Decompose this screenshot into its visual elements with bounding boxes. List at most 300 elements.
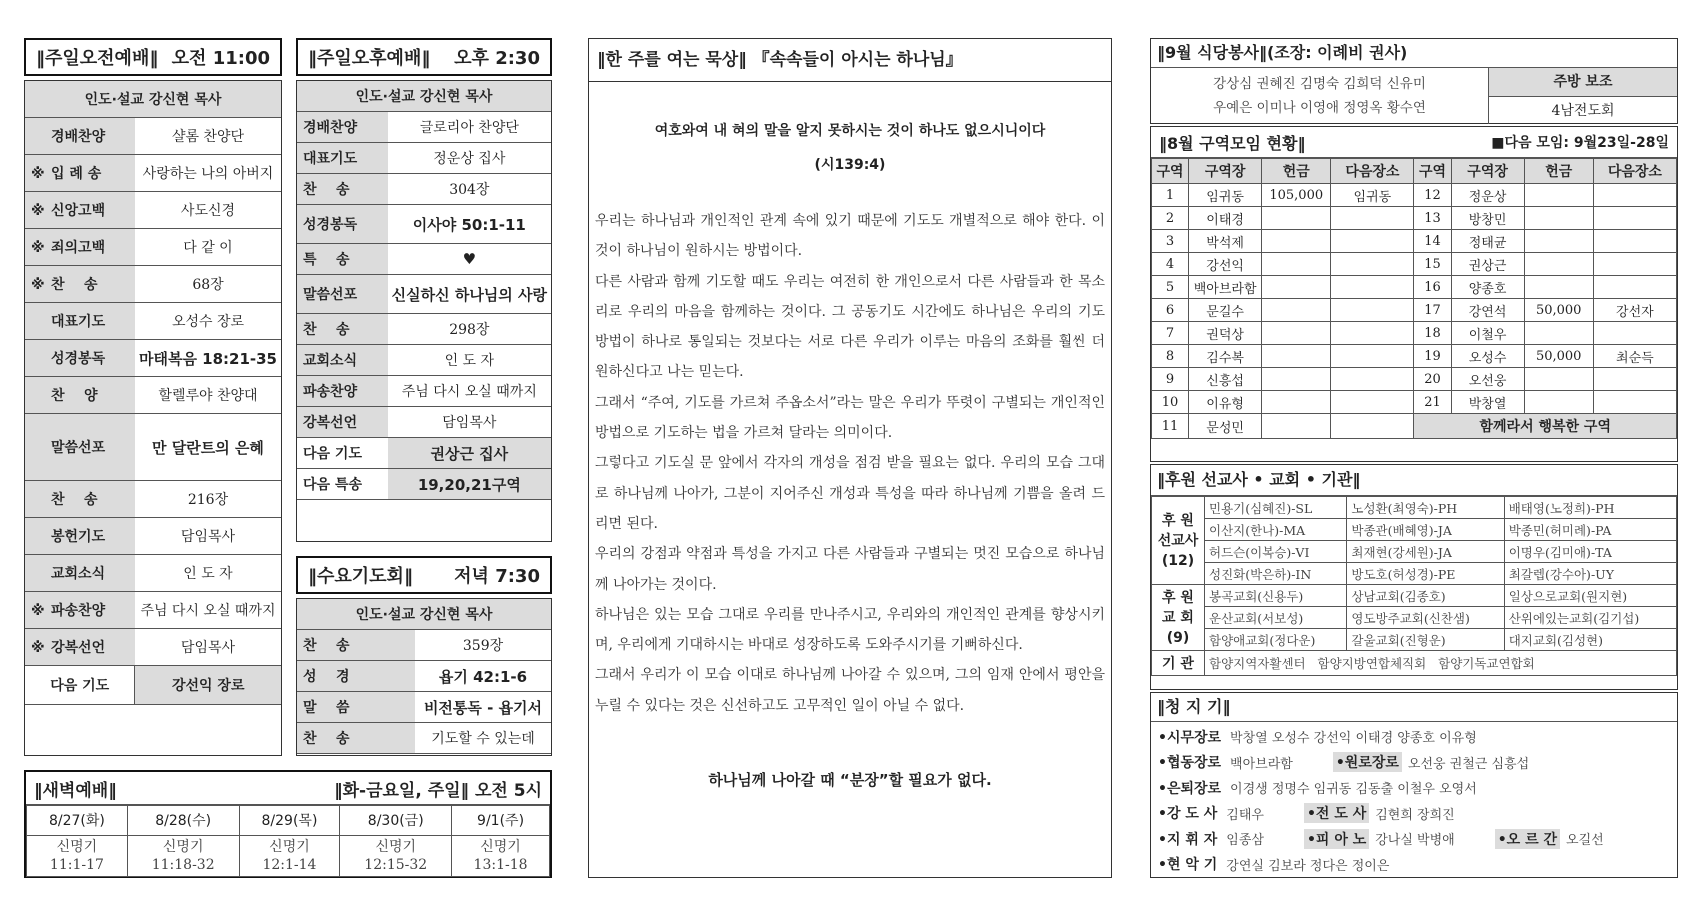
- dawn-ref: 11:18-32: [151, 856, 215, 873]
- stewards-names: 오선웅 권철근 심흥섭: [1407, 756, 1530, 772]
- afternoon-value: 정운상 집사: [388, 143, 551, 174]
- dawn-date: 8/30(금): [340, 806, 452, 836]
- wednesday-service-title: ‖수요기도회‖: [308, 566, 413, 587]
- stewards-row: [1155, 801, 1673, 827]
- kitchen-service: [1150, 38, 1678, 124]
- morning-value: 사도신경: [135, 192, 281, 229]
- group-cell-leader: 임귀동: [1189, 184, 1262, 207]
- wednesday-label-text: 찬 송: [303, 731, 350, 747]
- stewards-role: •시무장로: [1158, 729, 1222, 746]
- morning-next-label: 다음 기도: [25, 666, 135, 705]
- group-cell-amount: 50,000: [1524, 299, 1593, 322]
- meditation-paragraph: 우리의 강점과 약점과 특성을 가지고 다른 사람들과 구별되는 멋진 모습으로 하나님께 나아가는 것이다.: [595, 546, 1105, 593]
- afternoon-row: [297, 143, 551, 174]
- afternoon-label-text: 찬 송: [303, 182, 350, 198]
- group-cell-place: [1331, 299, 1414, 322]
- group-row: [1152, 414, 1677, 439]
- morning-row: [25, 377, 281, 414]
- afternoon-label-text: 교회소식: [303, 353, 358, 369]
- missions-row: [1152, 585, 1677, 607]
- group-cell-n: 3: [1152, 230, 1189, 253]
- afternoon-service-table: [296, 80, 552, 542]
- morning-label-text: 신앙고백: [51, 203, 106, 219]
- group-cell-n: 15: [1414, 253, 1451, 276]
- dawn-date: 8/27(화): [27, 806, 128, 836]
- dawn-ref: 12:1-14: [262, 856, 317, 873]
- afternoon-preacher: 인도·설교 강신현 목사: [297, 81, 551, 112]
- group-cell-leader: 권덕상: [1189, 322, 1262, 345]
- morning-row: [25, 518, 281, 555]
- missions-row: [1152, 629, 1677, 651]
- group-cell-place: [1593, 230, 1676, 253]
- morning-row: [25, 481, 281, 518]
- group-cell-place: [1331, 345, 1414, 368]
- group-cell-place: [1593, 391, 1676, 414]
- stewards-row: [1155, 724, 1673, 750]
- group-cell-n: 19: [1414, 345, 1451, 368]
- morning-label: [25, 555, 135, 592]
- group-row: [1152, 230, 1677, 253]
- dawn-reading: [127, 835, 239, 876]
- group-cell-place: [1331, 253, 1414, 276]
- afternoon-value: 304장: [388, 174, 551, 205]
- stewards-names: 백아브라함: [1230, 756, 1293, 772]
- group-row: [1152, 345, 1677, 368]
- wednesday-service-time: 저녁 7:30: [454, 566, 540, 587]
- stewards-role: •오 르 간: [1495, 829, 1560, 849]
- meditation-panel: [588, 38, 1112, 878]
- group-cell-amount: [1262, 345, 1331, 368]
- stewards-role: •원로장로: [1333, 752, 1402, 772]
- afternoon-row: [297, 112, 551, 143]
- afternoon-label-text: 찬 송: [303, 322, 350, 338]
- wednesday-row: [297, 723, 551, 754]
- afternoon-next-value: 권상근 집사: [388, 438, 551, 469]
- afternoon-label-text: 특 송: [303, 252, 350, 268]
- meditation-verse: 여호와여 내 혀의 말을 알지 못하시는 것이 하나도 없으시니이다: [654, 123, 1046, 139]
- wednesday-label: [297, 692, 415, 723]
- missions-entry: 이명우(김미애)-TA: [1504, 541, 1676, 563]
- group-cell-leader: 강연석: [1451, 299, 1524, 322]
- group-cell-place: [1593, 368, 1676, 391]
- stewards-names: 강연실 김보라 정다은 정이은: [1226, 858, 1390, 874]
- morning-label: [25, 118, 135, 155]
- missions-org-row: [1152, 651, 1677, 676]
- morning-mark: ※: [31, 240, 45, 256]
- morning-mark: ※: [31, 203, 45, 219]
- morning-row: [25, 229, 281, 266]
- group-cell-amount: [1524, 207, 1593, 230]
- group-cell-leader: 이철우: [1451, 322, 1524, 345]
- missions-entry: 성진화(박은하)-IN: [1205, 563, 1347, 585]
- dawn-date: 9/1(주): [452, 806, 550, 836]
- morning-mark: ※: [31, 166, 45, 182]
- kitchen-assist-label: 주방 보조: [1489, 68, 1677, 97]
- stewards-names: 임종삼: [1226, 833, 1264, 849]
- morning-row: [25, 155, 281, 192]
- group-header: 다음장소: [1331, 159, 1414, 184]
- afternoon-label: [297, 345, 388, 376]
- meditation-title: ‖한 주를 여는 묵상‖ 『속속들이 아시는 하나님』: [589, 39, 1111, 82]
- group-cell-place: 최순득: [1593, 345, 1676, 368]
- morning-label: [25, 192, 135, 229]
- afternoon-row: [297, 205, 551, 244]
- group-cell-leader: 박석제: [1189, 230, 1262, 253]
- missions-group-label-line: 후 원: [1162, 589, 1194, 606]
- morning-label: [25, 414, 135, 481]
- group-cell-place: 임귀동: [1331, 184, 1414, 207]
- wednesday-service-header: [296, 556, 552, 594]
- group-header: 구역: [1152, 159, 1189, 184]
- group-cell-leader: 강선익: [1189, 253, 1262, 276]
- morning-label-text: 교회소식: [51, 566, 106, 582]
- group-cell-amount: [1262, 368, 1331, 391]
- group-cell-n: 10: [1152, 391, 1189, 414]
- group-row: [1152, 322, 1677, 345]
- afternoon-value: 이사야 50:1-11: [388, 205, 551, 244]
- morning-service-table: [24, 80, 282, 756]
- afternoon-label: [297, 143, 388, 174]
- group-cell-n: 13: [1414, 207, 1451, 230]
- morning-value: 사랑하는 나의 아버지: [135, 155, 281, 192]
- group-row: [1152, 276, 1677, 299]
- group-footer: 함께라서 행복한 구역: [1414, 414, 1677, 439]
- missions-title: ‖후원 선교사 • 교회 • 기관‖: [1151, 465, 1677, 496]
- morning-value: 할렐루야 찬양대: [135, 377, 281, 414]
- afternoon-row: [297, 314, 551, 345]
- group-cell-amount: [1524, 230, 1593, 253]
- afternoon-label-text: 경배찬양: [303, 120, 358, 136]
- morning-value: 216장: [135, 481, 281, 518]
- stewards-names: 김현희 장희진: [1375, 807, 1455, 823]
- dawn-reading: [27, 835, 128, 876]
- wednesday-row: [297, 630, 551, 661]
- missions-entry: 일상으로교회(원지현): [1504, 585, 1676, 607]
- wednesday-value: 359장: [415, 630, 551, 661]
- dawn-readings: [27, 835, 550, 876]
- afternoon-row: [297, 275, 551, 314]
- group-cell-amount: [1262, 414, 1331, 439]
- morning-label-text: 경배찬양: [51, 129, 106, 145]
- morning-mark: ※: [31, 640, 45, 656]
- group-cell-n: 4: [1152, 253, 1189, 276]
- morning-label-text: 강복선언: [51, 640, 106, 656]
- missions-row: [1152, 607, 1677, 629]
- afternoon-label: [297, 174, 388, 205]
- missions-entry: 대지교회(김성현): [1504, 629, 1676, 651]
- afternoon-row: [297, 407, 551, 438]
- dawn-reading: [452, 835, 550, 876]
- morning-row: [25, 555, 281, 592]
- missions-orgs: 함양지역자활센터 함양지방연합체직회 함양기독교연합회: [1205, 651, 1677, 676]
- wednesday-label: [297, 723, 415, 754]
- group-cell-n: 20: [1414, 368, 1451, 391]
- missions-entry: 갈울교회(진형운): [1347, 629, 1504, 651]
- group-cell-n: 1: [1152, 184, 1189, 207]
- kitchen-title: ‖9월 식당봉사‖(조장: 이례비 권사): [1151, 39, 1677, 68]
- kitchen-line-2: 우예은 이미나 이영애 정영옥 황수연: [1213, 100, 1426, 116]
- dawn-date: 8/29(목): [239, 806, 340, 836]
- wednesday-label-text: 성 경: [303, 669, 350, 685]
- group-cell-leader: 이유형: [1189, 391, 1262, 414]
- meditation-verse-ref: (시139:4): [814, 157, 886, 173]
- morning-value: 마태복음 18:21-35: [135, 340, 281, 377]
- group-header: 구역장: [1189, 159, 1262, 184]
- stewards-panel: [1150, 692, 1678, 878]
- wednesday-label: [297, 630, 415, 661]
- missions-entry: 최갈렙(강수아)-UY: [1504, 563, 1676, 585]
- group-cell-leader: 신흥섭: [1189, 368, 1262, 391]
- group-cell-place: [1593, 276, 1676, 299]
- morning-label: [25, 481, 135, 518]
- morning-row: [25, 340, 281, 377]
- morning-label-text: 성경봉독: [51, 351, 106, 367]
- afternoon-value: 주님 다시 오실 때까지: [388, 376, 551, 407]
- morning-row: [25, 592, 281, 629]
- afternoon-value: 신실하신 하나님의 사랑: [388, 275, 551, 314]
- missions-entry: 이산지(한나)-MA: [1205, 519, 1347, 541]
- morning-row: [25, 118, 281, 155]
- afternoon-label: [297, 407, 388, 438]
- group-row: [1152, 184, 1677, 207]
- stewards-row: [1155, 826, 1673, 852]
- group-cell-amount: [1524, 184, 1593, 207]
- dawn-reading: [340, 835, 452, 876]
- group-cell-n: 12: [1414, 184, 1451, 207]
- wednesday-value: 비전통독 - 욥기서: [415, 692, 551, 723]
- meditation-paragraph: 그렇다고 기도실 문 앞에서 각자의 개성을 점검 받을 필요는 없다. 우리의 모습 그대로 하나님께 나아가, 그분이 지어주신 개성과 특성을 따라 하나님께 기쁨을 올려 드리면 된다.: [595, 455, 1105, 532]
- missions-group-label-line: 교 회: [1162, 609, 1194, 626]
- group-cell-place: [1331, 230, 1414, 253]
- morning-value: 샬롬 찬양단: [135, 118, 281, 155]
- dawn-book: 신명기: [269, 838, 310, 855]
- group-cell-place: [1331, 368, 1414, 391]
- missions-entry: 노성환(최영숙)-PH: [1347, 497, 1504, 519]
- missions-panel: [1150, 464, 1678, 690]
- group-cell-amount: [1262, 276, 1331, 299]
- group-cell-place: [1593, 253, 1676, 276]
- group-cell-n: 6: [1152, 299, 1189, 322]
- afternoon-label: [297, 275, 388, 314]
- missions-group-label-line: 후 원: [1162, 512, 1194, 529]
- missions-entry: 산위에있는교회(김기섭): [1504, 607, 1676, 629]
- group-cell-n: 8: [1152, 345, 1189, 368]
- stewards-role: •전 도 사: [1304, 803, 1369, 823]
- kitchen-assist-value: 4남전도회: [1551, 103, 1615, 119]
- meditation-paragraph: 우리는 하나님과 개인적인 관계 속에 있기 때문에 기도도 개별적으로 해야 한다. 이것이 하나님이 원하시는 방법이다.: [595, 213, 1105, 260]
- wednesday-label-text: 말 씀: [303, 700, 350, 716]
- morning-value: 오성수 장로: [135, 303, 281, 340]
- missions-row: [1152, 497, 1677, 519]
- missions-entry: 배태영(노정희)-PH: [1504, 497, 1676, 519]
- afternoon-service-time: 오후 2:30: [454, 48, 540, 69]
- group-cell-n: 16: [1414, 276, 1451, 299]
- wednesday-row: [297, 692, 551, 723]
- missions-row: [1152, 563, 1677, 585]
- missions-entry: 허드슨(이복승)-VI: [1205, 541, 1347, 563]
- morning-value: 주님 다시 오실 때까지: [135, 592, 281, 629]
- group-cell-amount: [1262, 207, 1331, 230]
- group-cell-leader: 김수복: [1189, 345, 1262, 368]
- morning-label-text: 입 례 송: [51, 166, 102, 182]
- group-cell-leader: 문성민: [1189, 414, 1262, 439]
- afternoon-label: [297, 205, 388, 244]
- missions-entry: 봉곡교회(신용두): [1205, 585, 1347, 607]
- missions-entry: 최재현(강세원)-JA: [1347, 541, 1504, 563]
- morning-service-time: 오전 11:00: [171, 48, 270, 69]
- afternoon-value: 글로리아 찬양단: [388, 112, 551, 143]
- morning-value: 다 같 이: [135, 229, 281, 266]
- group-cell-amount: [1262, 230, 1331, 253]
- stewards-names: 김태우: [1226, 807, 1264, 823]
- morning-preacher: 인도·설교 강신현 목사: [25, 81, 281, 118]
- stewards-row: [1155, 750, 1673, 776]
- morning-label: [25, 518, 135, 555]
- stewards-role: •피 아 노: [1304, 829, 1369, 849]
- group-cell-amount: [1524, 322, 1593, 345]
- missions-entry: 함양애교회(정다운): [1205, 629, 1347, 651]
- group-cell-amount: 50,000: [1524, 345, 1593, 368]
- wednesday-value: 욥기 42:1-6: [415, 661, 551, 692]
- group-cell-leader: 양종호: [1451, 276, 1524, 299]
- group-cell-leader: 이태경: [1189, 207, 1262, 230]
- morning-row: [25, 303, 281, 340]
- morning-label: [25, 229, 135, 266]
- group-header: 헌금: [1262, 159, 1331, 184]
- group-cell-leader: 오성수: [1451, 345, 1524, 368]
- dawn-ref: 12:15-32: [364, 856, 428, 873]
- morning-label: [25, 266, 135, 303]
- stewards-title: ‖청 지 기‖: [1151, 693, 1677, 722]
- group-meeting: [1150, 126, 1678, 462]
- morning-value: 담임목사: [135, 629, 281, 666]
- dawn-ref: 11:1-17: [49, 856, 104, 873]
- dawn-book: 신명기: [375, 838, 417, 855]
- missions-entry: 영도방주교회(신찬샘): [1347, 607, 1504, 629]
- missions-entry: 운산교회(서보성): [1205, 607, 1347, 629]
- morning-row: [25, 192, 281, 229]
- group-header: 구역장: [1451, 159, 1524, 184]
- morning-service-header: [24, 38, 282, 76]
- missions-group-label: [1152, 497, 1205, 585]
- group-cell-n: 7: [1152, 322, 1189, 345]
- group-header: 다음장소: [1593, 159, 1676, 184]
- group-cell-n: 21: [1414, 391, 1451, 414]
- missions-group-label-line: (12): [1161, 552, 1195, 569]
- morning-label-text: 파송찬양: [51, 603, 106, 619]
- morning-label: [25, 340, 135, 377]
- group-meeting-next: ■다음 모임: 9월23일-28일: [1491, 135, 1669, 151]
- morning-mark: ※: [31, 603, 45, 619]
- group-row: [1152, 253, 1677, 276]
- afternoon-next-row: [297, 438, 551, 469]
- wednesday-value: 기도할 수 있는데: [415, 723, 551, 754]
- group-cell-amount: [1262, 391, 1331, 414]
- group-cell-leader: 오선웅: [1451, 368, 1524, 391]
- dawn-ref: 13:1-18: [473, 856, 528, 873]
- missions-org-label: 기 관: [1152, 651, 1205, 676]
- missions-group-label-line: 선교사: [1157, 532, 1199, 549]
- group-cell-leader: 방창민: [1451, 207, 1524, 230]
- wednesday-preacher: 인도·설교 강신현 목사: [297, 599, 551, 630]
- afternoon-row: [297, 174, 551, 205]
- stewards-role: •현 악 기: [1158, 857, 1218, 874]
- afternoon-value: 담임목사: [388, 407, 551, 438]
- morning-label-text: 봉헌기도: [51, 529, 106, 545]
- morning-service-title: ‖주일오전예배‖: [36, 48, 159, 69]
- morning-label-text: 찬 송: [51, 492, 98, 508]
- stewards-role: •지 휘 자: [1158, 831, 1218, 848]
- morning-next-value: 강선익 장로: [135, 666, 281, 705]
- group-cell-place: [1593, 207, 1676, 230]
- afternoon-row: [297, 345, 551, 376]
- afternoon-label: [297, 376, 388, 407]
- group-cell-leader: 백아브라함: [1189, 276, 1262, 299]
- group-cell-place: [1331, 276, 1414, 299]
- group-cell-amount: [1524, 276, 1593, 299]
- morning-value: 만 달란트의 은혜: [135, 414, 281, 481]
- stewards-names: 오길선: [1566, 833, 1604, 849]
- missions-group-label: [1152, 585, 1205, 651]
- missions-row: [1152, 541, 1677, 563]
- morning-label-text: 찬 양: [51, 388, 98, 404]
- group-cell-n: 17: [1414, 299, 1451, 322]
- morning-label: [25, 303, 135, 340]
- group-cell-place: 강선자: [1593, 299, 1676, 322]
- group-cell-n: 18: [1414, 322, 1451, 345]
- dawn-service-time: ‖화-금요일, 주일‖ 오전 5시: [334, 780, 542, 801]
- missions-entry: 민용기(심혜진)-SL: [1205, 497, 1347, 519]
- group-cell-n: 5: [1152, 276, 1189, 299]
- dawn-service: [24, 770, 552, 878]
- group-row: [1152, 368, 1677, 391]
- dawn-dates: [27, 806, 550, 836]
- afternoon-label-text: 강복선언: [303, 415, 358, 431]
- group-cell-amount: [1262, 253, 1331, 276]
- afternoon-label: [297, 244, 388, 275]
- afternoon-label: [297, 112, 388, 143]
- meditation-closing: 하나님께 나아갈 때 “분장”할 필요가 없다.: [708, 771, 992, 790]
- dawn-reading: [239, 835, 340, 876]
- group-cell-place: [1593, 322, 1676, 345]
- stewards-names: 박창열 오성수 강선익 이태경 양종호 이유형: [1230, 731, 1477, 747]
- morning-mark: ※: [31, 277, 45, 293]
- morning-value: 담임목사: [135, 518, 281, 555]
- wednesday-label-text: 찬 송: [303, 638, 350, 654]
- morning-label: [25, 629, 135, 666]
- group-cell-leader: 정태균: [1451, 230, 1524, 253]
- group-cell-amount: [1524, 253, 1593, 276]
- group-cell-place: [1331, 207, 1414, 230]
- afternoon-value: 298장: [388, 314, 551, 345]
- meditation-paragraph: 다른 사람과 함께 기도할 때도 우리는 여전히 한 개인으로서 다른 사람들과 한 목소리로 우리의 마음을 함께하는 것이다. 그 공동기도 시간에도 하나님은 우리의 기도 방법이 하나로 통일되는 것보다는 서로 다른 우리가 이루는 마음의 조화를 훨씬 더 원하신다고 나는 믿는다.: [595, 273, 1105, 381]
- group-cell-amount: [1262, 299, 1331, 322]
- stewards-role: •은퇴장로: [1158, 780, 1222, 797]
- meditation-paragraph: 그래서 “주여, 기도를 가르쳐 주옵소서”라는 말은 우리가 뚜렷이 구별되는 개인적인 방법으로 기도하는 법을 가르쳐 달라는 의미이다.: [595, 394, 1105, 442]
- missions-group-label-line: (9): [1166, 629, 1190, 646]
- wednesday-label: [297, 661, 415, 692]
- group-cell-leader: 박창열: [1451, 391, 1524, 414]
- dawn-service-title: ‖새벽예배‖: [34, 780, 117, 801]
- morning-value: 68장: [135, 266, 281, 303]
- stewards-role: •협동장로: [1158, 755, 1222, 772]
- group-cell-place: [1593, 184, 1676, 207]
- morning-label: [25, 377, 135, 414]
- group-meeting-title: ‖8월 구역모임 현황‖: [1159, 133, 1306, 153]
- group-cell-amount: 105,000: [1262, 184, 1331, 207]
- stewards-names: 이경생 정명수 임귀동 김동출 이철우 오영서: [1230, 782, 1477, 798]
- afternoon-service-title: ‖주일오후예배‖: [308, 48, 431, 69]
